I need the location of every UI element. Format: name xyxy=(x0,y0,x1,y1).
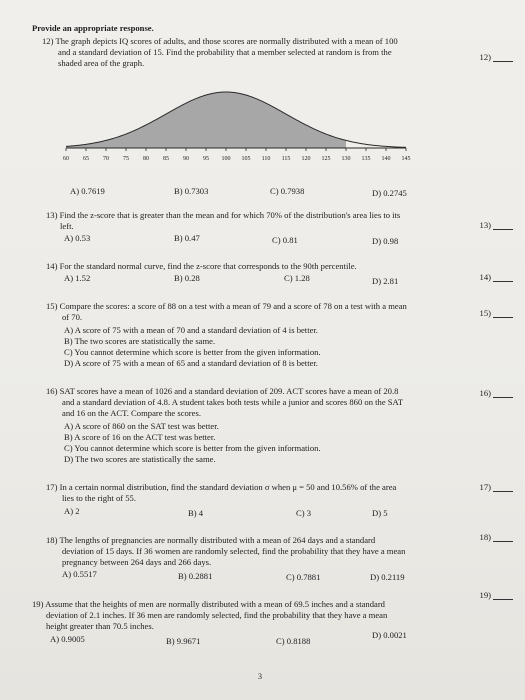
q18-option-b[interactable]: B) 0.2881 xyxy=(178,571,213,581)
q12-text-2: and a standard deviation of 15. Find the probability that a member selected at random is from the xyxy=(58,47,392,57)
q15-answer-blank[interactable] xyxy=(480,308,513,318)
answer-line xyxy=(493,397,513,398)
q17-text-1: 17) In a certain normal distribution, find the standard deviation σ when μ = 50 and 10.56% of the area xyxy=(46,482,397,492)
q12-option-a[interactable]: A) 0.7619 xyxy=(70,186,105,196)
answer-line xyxy=(493,541,513,542)
q15-option-c[interactable]: C) You cannot determine which score is better from the given information. xyxy=(64,347,321,357)
q12-answer-blank[interactable] xyxy=(480,52,513,62)
q12-line-1 xyxy=(42,37,398,47)
answer-line xyxy=(493,491,513,492)
x-tick-label: 95 xyxy=(203,156,209,162)
q14-answer-label: 14) xyxy=(479,272,491,282)
q14-option-b[interactable]: B) 0.28 xyxy=(174,273,200,283)
q16-option-c[interactable]: C) You cannot determine which score is better from the given information. xyxy=(64,443,321,453)
q14-answer-blank[interactable] xyxy=(480,272,513,282)
x-tick-label: 125 xyxy=(321,156,331,162)
q18-option-a[interactable]: A) 0.5517 xyxy=(62,569,97,579)
x-tick-label: 110 xyxy=(261,156,271,162)
x-tick-label: 135 xyxy=(361,156,371,162)
q17-text-2: lies to the right of 55. xyxy=(62,493,136,503)
q12-number: 12) xyxy=(42,36,54,46)
q19-text-1: 19) Assume that the heights of men are normally distributed with a mean of 69.5 inches and a standard xyxy=(32,599,385,609)
q19-option-a[interactable]: A) 0.9005 xyxy=(50,634,85,644)
q16-option-a[interactable]: A) A score of 860 on the SAT test was better. xyxy=(64,421,219,431)
q13-option-d[interactable]: D) 0.98 xyxy=(372,236,399,246)
q13-answer-label: 13) xyxy=(479,220,491,230)
q12-text-3: shaded area of the graph. xyxy=(58,58,145,68)
x-tick-label: 70 xyxy=(103,156,109,162)
answer-line xyxy=(493,281,513,282)
q18-answer-label: 18) xyxy=(479,532,491,542)
q15-text-2: of 70. xyxy=(62,312,83,322)
q13-text-2: left. xyxy=(60,221,74,231)
q18-answer-blank[interactable] xyxy=(480,532,513,542)
q16-text-3: and 16 on the ACT. Compare the scores. xyxy=(62,408,201,418)
q19-option-d[interactable]: D) 0.0021 xyxy=(372,630,407,640)
q17-answer-label: 17) xyxy=(479,482,491,492)
q12-text-1: The graph depicts IQ scores of adults, and those scores are normally distributed with a mean of 100 xyxy=(55,36,398,46)
x-tick-label: 140 xyxy=(381,156,391,162)
q12-option-c[interactable]: C) 0.7938 xyxy=(270,186,305,196)
q12-option-d[interactable]: D) 0.2745 xyxy=(372,188,407,198)
x-tick-label: 105 xyxy=(241,156,251,162)
q18-text-1: 18) The lengths of pregnancies are normally distributed with a mean of 264 days and a standard xyxy=(46,535,376,545)
q17-option-b[interactable]: B) 4 xyxy=(188,508,204,518)
q17-answer-blank[interactable] xyxy=(480,482,513,492)
x-tick-label: 80 xyxy=(143,156,149,162)
q19-text-2: deviation of 2.1 inches. If 36 men are randomly selected, find the probability that they have a mean xyxy=(46,610,388,620)
q16-answer-blank[interactable] xyxy=(480,388,513,398)
q13-text-1: 13) Find the z-score that is greater than the mean and for which 70% of the distribution's area lies to its xyxy=(46,210,401,220)
q14-text: 14) For the standard normal curve, find the z-score that corresponds to the 90th percentile. xyxy=(46,261,357,271)
q18-text-3: pregnancy between 264 days and 266 days. xyxy=(62,557,212,567)
q15-answer-label: 15) xyxy=(479,308,491,318)
q17-option-d[interactable]: D) 5 xyxy=(372,508,388,518)
q14-option-c[interactable]: C) 1.28 xyxy=(284,273,310,283)
q18-text-2: deviation of 15 days. If 36 women are randomly selected, find the probability that they have a mean xyxy=(62,546,406,556)
q16-answer-label: 16) xyxy=(479,388,491,398)
answer-line xyxy=(493,229,513,230)
q15-option-d[interactable]: D) A score of 75 with a mean of 65 and a standard deviation of 8 is better. xyxy=(64,358,318,368)
q13-option-c[interactable]: C) 0.81 xyxy=(272,235,298,245)
q16-text-1: 16) SAT scores have a mean of 1026 and a standard deviation of 209. ACT scores have a mean of 20.8 xyxy=(46,386,399,396)
q12-answer-label: 12) xyxy=(479,52,491,62)
q13-answer-blank[interactable] xyxy=(480,220,513,230)
instruction-heading: Provide an appropriate response. xyxy=(32,23,154,33)
x-tick-label: 130 xyxy=(341,156,351,162)
x-tick-label: 75 xyxy=(123,156,129,162)
q19-answer-blank[interactable] xyxy=(480,590,513,600)
q14-option-a[interactable]: A) 1.52 xyxy=(64,273,91,283)
x-tick-label: 100 xyxy=(221,156,231,162)
x-tick-label: 65 xyxy=(83,156,89,162)
q19-option-c[interactable]: C) 0.8188 xyxy=(276,636,311,646)
page-number: 3 xyxy=(258,672,262,681)
x-tick-label: 120 xyxy=(301,156,311,162)
x-tick-label: 145 xyxy=(401,156,411,162)
q15-option-a[interactable]: A) A score of 75 with a mean of 70 and a standard deviation of 4 is better. xyxy=(64,325,318,335)
q18-option-c[interactable]: C) 0.7881 xyxy=(286,572,321,582)
x-tick-label: 115 xyxy=(281,156,291,162)
q19-option-b[interactable]: B) 9.9671 xyxy=(166,636,201,646)
q17-option-c[interactable]: C) 3 xyxy=(296,508,312,518)
q16-option-d[interactable]: D) The two scores are statistically the same. xyxy=(64,454,216,464)
x-tick-label: 60 xyxy=(63,156,69,162)
answer-line xyxy=(493,599,513,600)
q19-text-3: height greater than 70.5 inches. xyxy=(46,621,154,631)
q12-option-b[interactable]: B) 0.7303 xyxy=(174,186,209,196)
q13-option-a[interactable]: A) 0.53 xyxy=(64,233,91,243)
answer-line xyxy=(493,61,513,62)
q13-option-b[interactable]: B) 0.47 xyxy=(174,233,200,243)
q19-answer-label: 19) xyxy=(479,590,491,600)
normal-curve-graph xyxy=(56,82,416,182)
q16-text-2: and a standard deviation of 4.8. A student takes both tests while a junior and scores 860 on the SAT xyxy=(62,397,404,407)
answer-line xyxy=(493,317,513,318)
q15-text-1: 15) Compare the scores: a score of 88 on a test with a mean of 79 and a score of 78 on a test with a mean xyxy=(46,301,407,311)
x-tick-label: 85 xyxy=(163,156,169,162)
normal-curve-svg xyxy=(56,82,416,182)
q15-option-b[interactable]: B) The two scores are statistically the same. xyxy=(64,336,216,346)
q16-option-b[interactable]: B) A score of 16 on the ACT test was better. xyxy=(64,432,216,442)
x-tick-label: 90 xyxy=(183,156,189,162)
q14-option-d[interactable]: D) 2.81 xyxy=(372,276,399,286)
q17-option-a[interactable]: A) 2 xyxy=(64,506,80,516)
q18-option-d[interactable]: D) 0.2119 xyxy=(370,572,405,582)
